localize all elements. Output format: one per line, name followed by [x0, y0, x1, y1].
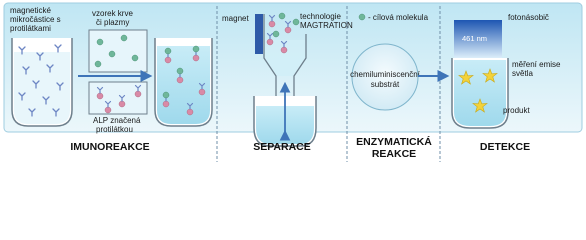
substrate-label: substrát [370, 80, 400, 89]
wavelength-label: 461 nm [462, 34, 488, 43]
product-label: produkt [503, 106, 530, 115]
sample-label: či plazmy [96, 18, 130, 27]
sample-label: vzorek krve [92, 9, 133, 18]
detection-tube [452, 58, 508, 128]
measurement-label: světla [512, 69, 533, 78]
magnetic-particles-label: magnetické [10, 6, 51, 15]
stage-title-enzymatic: ENZYMATICKÁ [356, 136, 432, 148]
magnet-bar [255, 14, 263, 54]
magnet-label: magnet [222, 14, 249, 23]
photomultiplier-label: fotonásobič [508, 13, 549, 22]
alp-label: ALP značená [93, 116, 141, 125]
technology-label: technologie [300, 12, 341, 21]
reaction-tube [155, 38, 212, 126]
reaction-tube [12, 38, 72, 126]
target-molecule-legend: - cílová molekula [368, 13, 429, 22]
stage-title-separation: SEPARACE [253, 141, 311, 153]
stage-title-enzymatic: REAKCE [371, 148, 417, 160]
stage-title-detection: DETEKCE [479, 141, 531, 153]
measurement-label: měření emise [512, 60, 561, 69]
stage-title-immuno: IMUNOREAKCE [70, 141, 150, 153]
target-molecule-icon [359, 14, 365, 20]
alp-label: protilátkou [96, 125, 133, 134]
substrate-label: chemiluminiscenční [350, 70, 420, 79]
technology-label: MAGTRATION [300, 21, 353, 30]
magnetic-particles-label: mikročástice s [10, 15, 61, 24]
magnetic-particles-label: protilátkami [10, 24, 51, 33]
